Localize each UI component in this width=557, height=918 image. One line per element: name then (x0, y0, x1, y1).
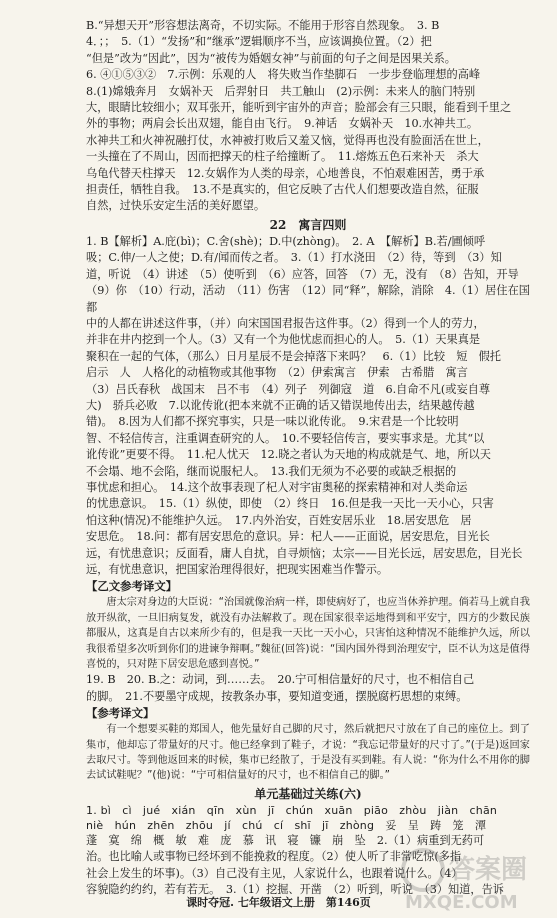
pinyin-answers (86, 803, 530, 833)
page-footer: 课时夺冠. 七年级语文上册 第146页 (186, 896, 371, 909)
watermark-text: 答案圈 (449, 855, 528, 885)
answer-line: 社会上发生的坏事)。（3）自己没有主见，人家说什么，也跟着说什么。（4） (86, 866, 463, 880)
answer-line: 的脚。 21.不要墨守成规，按教条办事，要知道变通，摆脱腐朽思想的束缚。 (86, 689, 468, 703)
answer-line: 外的事物；两肩会长出双翅，能自由飞行。 9.神话 女娲补天 10.水神共工。 (86, 117, 479, 131)
pinyin-line: niè hún zhēn zhōu jí chú cí shī jī zhòng 妥 呈 踌 笼 潭 (86, 818, 487, 832)
watermark-url: MXQE.COM (405, 892, 518, 913)
answer-line: 中的人都在讲述这件事，（并）向宋国国君报告这件事。（2）得到一个人的劳力， (86, 316, 485, 330)
answer-line: 乌龟代替天柱撑天 12.女娲作为人类的母亲，心地善良，不怕艰难困苦，勇于承 (86, 166, 485, 180)
answer-line: 19. B 20. B.之：动词，到……去。 20.宁可相信量好的尺寸，也不相信自己 (86, 673, 475, 687)
answer-line: 智、不轻信传言，注重调查研究的人。 10.不要轻信传言，要实事求是。尤其“以 (86, 431, 485, 445)
answer-line: 大，眼睛比较细小；双耳张开，能听到宇宙外的声音；脸部会有三只眼，能看到千里之 (86, 101, 512, 115)
answer-line: 讹传讹”更要不得。 11.杞人忧天 12.晓之者认为天地的构成就是气、地，所以天 (86, 448, 491, 462)
answer-line: 担责任，牺牲自我。 13.不是真实的，但它反映了古代人们想要改造自然，征服 (86, 183, 479, 197)
answer-line: 6. ④①⑤③② 7.示例：乐观的人 将失败当作垫脚石 一步步登临理想的高峰 (86, 68, 481, 82)
answers-follow-up (86, 672, 530, 705)
translation-heading-ref: 【参考译文】 (86, 706, 155, 721)
answer-content (86, 18, 530, 899)
translation-text-ref: 有一个想要买鞋的郑国人，他先量好自己脚的尺寸，然后就把尺寸放在了自己的座位上。到了集市，他却忘了带量好的尺寸。他已经拿到了鞋子，才说：“我忘记带量好的尺寸了。”(于是)返回家去取尺寸。等到他返回来的时候，集市已经散了，于是没有买到鞋。有人说：“你为什么不用你的脚去试试鞋呢？”(他)说：“宁可相信量好的尺寸，也不相信自己的脚。” (86, 724, 530, 782)
translation-text-b: 唐太宗对身边的大臣说：“治国就像治病一样，即使病好了，也应当休养护理。倘若马上就自我放开纵欲，一旦旧病复发，就没有办法解救了。现在国家很幸运地得到和平安宁，四方的少数民族都服从，这真是自古以来所少有的，但是我一天比一天小心，只害怕这种情况不能维护久远，所以我很希望多次听到你们的进谏争辩啊。”魏征(回答)说：“国内国外得到治理安宁，臣不认为这是值得喜悦的，只对陛下居安思危感到喜悦。” (86, 597, 530, 671)
answer-line: 1. B【解析】A.庇(bì)；C.舍(shè)；D.中(zhòng)。 2. A 【解析】B.若/圃倾呼 (86, 234, 486, 248)
answer-line: 启示 人 人格化的动植物或其他事物 （2）伊索寓言 伊索 古希腊 寓言 (86, 366, 468, 380)
answer-line: B.“异想天开”形容想法离奇，不切实际。不能用于形容自然现象。 3. B (86, 19, 440, 32)
answer-line: 的忧患意识。 15.（1）纵使，即使 （2）终日 16.但是我一天比一天小心，只害 (86, 497, 494, 511)
answer-line: 怕这种(情况)不能维护久远。 17.内外治安，百姓安居乐业 18.居安思危 居 (86, 513, 472, 527)
answer-line: 错)。 8.因为人们都不探究事实，只是一味以讹传讹。 9.宋君是一个比较明 (86, 415, 459, 429)
answer-line: 安思危。 18.问：都有居安思危的意识。异：杞人——正面说，居安思危，目光长 (86, 530, 490, 544)
answers-section-21 (86, 18, 530, 215)
answer-line: 道，听说 （4）讲述 （5）使听到 （6）应答，回答 （7）无，没有 （8）告知，开导 (86, 267, 519, 281)
watermark-logo (397, 840, 547, 914)
section-title-unit: 单元基础过关练(六) (254, 786, 362, 801)
section-title-22: 22 寓言四则 (269, 217, 347, 232)
answer-line: “但是”改为“因此”，因为“被传为婚姻女神”与前面的句子之间是因果关系。 (86, 51, 456, 65)
answer-line: 容貌隐约约约，若有若无。 3.（1）挖掘、开凿 （2）听到，听说 （3）知道，告诉 (86, 883, 504, 897)
answer-line: 8.(1)嫦娥奔月 女娲补天 后羿射日 共工触山 (2)示例：未来人的脑门特别 (86, 84, 476, 98)
answer-line: 并非在井内挖到一个人。（3）又有一个为他忧虑而担心的人。 5.（1）天果真是 (86, 333, 481, 347)
answer-line: 大) 骄兵必败 7.以讹传讹(把本来就不正确的话又错误地传出去，结果越传越 (86, 398, 475, 412)
answer-line: 聚积在一起的气体，（那么）日月星辰不是会掉落下来吗？ 6.（1）比较 短 假托 (86, 349, 501, 363)
answer-line: 治。也比喻人或事物已经坏到不能挽救的程度。（2）使人听了非常吃惊(多指 (86, 850, 462, 864)
answer-line: 水神共工和火神祝融打仗，水神被打败后又羞又恼，觉得再也没有脸面活在世上， (86, 133, 489, 147)
answer-line: 4．；； 5.（1）“发扬”和“继承”逻辑顺序不当，应该调换位置。（2）把 (86, 35, 432, 49)
answer-line: 吸；C.伸/一人之使；D.有/闻而传之者。 3.（1）打水浇田 （2）待，等到 （3）知 (86, 251, 502, 265)
answer-line: 事忧虑和担心。 14.这个故事表现了杞人对宇宙奥秘的探索精神和对人类命运 (86, 480, 468, 494)
answer-line: 蓬 寞 绵 概 敏 难 庞 慕 讯 寝 镰 崩 坠 2.（1）病重到无药可 (86, 833, 485, 847)
answer-line: 不会塌、地不会陷，继而说服杞人。 13.我们无须为不必要的或缺乏根据的 (86, 464, 457, 478)
answers-section-22 (86, 234, 530, 579)
answer-line: （9）你 （10）行动，活动 （11）伤害 （12）同“释”，解除，消除 4.（1）居住在国都 (86, 284, 530, 314)
answer-line: 一头撞在了不周山，因而把撑天的柱子给撞断了。 11.熔炼五色石来补天 杀大 (86, 150, 479, 164)
pinyin-line: 1. bì cì jué xián qīn xùn jī chún xuān piāo zhòu jiàn chān (86, 803, 498, 817)
answer-line: 远，有忧患意识；反面看，庸人自扰，自寻烦恼；太宗——目光长远，居安思危，目光长 (86, 546, 523, 560)
translation-heading-b: 【乙文参考译文】 (86, 579, 178, 594)
answer-line: 远，有忧患意识，把国家治理得很好，把现实困难当作警示。 (86, 563, 389, 576)
answer-line: （3）吕氏春秋 战国末 吕不韦 （4）列子 列御寇 道 6.自命不凡(或妄自尊 (86, 382, 491, 396)
answer-line: 自然，过快乐安定生活的美好愿望。 (86, 199, 266, 213)
